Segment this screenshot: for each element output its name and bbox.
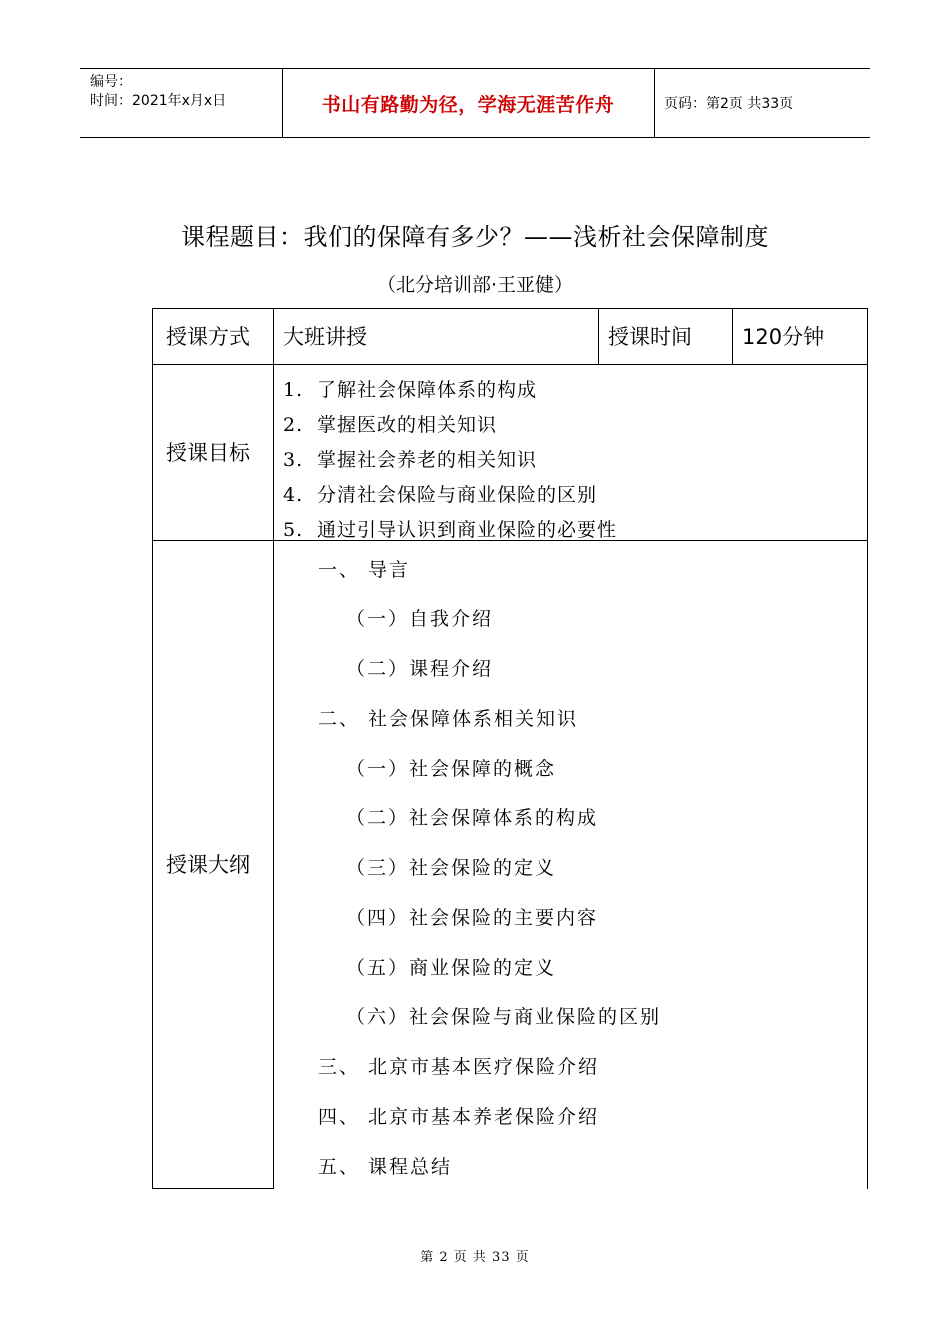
outline-item: （六）社会保险与商业保险的区别: [346, 1006, 662, 1028]
table-border: [152, 364, 868, 365]
outline-item: （五）商业保险的定义: [346, 957, 557, 979]
table-border: [273, 308, 274, 1189]
outline-item: （三）社会保险的定义: [346, 857, 557, 879]
table-border: [732, 308, 733, 364]
outline-label: 授课大纲: [166, 853, 250, 877]
goal-item: 2. 掌握医改的相关知识: [283, 414, 498, 436]
author-line: （北分培训部·王亚健）: [376, 274, 574, 296]
table-border: [867, 308, 868, 1189]
header-divider: [654, 69, 655, 137]
time-label: 时间：2021年x月x日: [90, 93, 227, 109]
outline-item: （一）社会保障的概念: [346, 758, 557, 780]
goal-item: 3. 掌握社会养老的相关知识: [283, 449, 538, 471]
serial-label: 编号：: [90, 74, 132, 90]
goal-item: 1. 了解社会保障体系的构成: [283, 379, 538, 401]
time-label-cell: 授课时间: [608, 325, 692, 349]
goals-label: 授课目标: [166, 441, 250, 465]
outline-item: 二、 社会保障体系相关知识: [318, 708, 579, 730]
outline-item: 一、 导言: [318, 559, 411, 581]
goal-item: 4. 分清社会保险与商业保险的区别: [283, 484, 598, 506]
page-footer: 第 2 页 共 33 页: [420, 1250, 530, 1265]
header-meta: [90, 73, 226, 111]
time-value: 120分钟: [742, 325, 825, 349]
outline-item: （二）课程介绍: [346, 658, 494, 680]
outline-item: （二）社会保障体系的构成: [346, 807, 599, 829]
method-label: 授课方式: [166, 325, 250, 349]
outline-item: （四）社会保险的主要内容: [346, 907, 599, 929]
outline-item: 三、 北京市基本医疗保险介绍: [318, 1056, 600, 1078]
outline-item: 五、 课程总结: [318, 1156, 453, 1178]
method-value: 大班讲授: [283, 325, 367, 349]
page-header: [80, 68, 870, 138]
table-border: [152, 1188, 273, 1189]
outline-item: （一）自我介绍: [346, 608, 494, 630]
page-title: 课程题目：我们的保障有多少？——浅析社会保障制度: [181, 223, 769, 251]
goal-item: 5. 通过引导认识到商业保险的必要性: [283, 519, 618, 541]
outline-item: 四、 北京市基本养老保险介绍: [318, 1106, 600, 1128]
table-border: [598, 308, 599, 364]
header-page-info: 页码：第2页 共33页: [664, 96, 794, 112]
header-motto: 书山有路勤为径，学海无涯苦作舟: [321, 93, 615, 116]
table-border: [152, 308, 153, 1189]
